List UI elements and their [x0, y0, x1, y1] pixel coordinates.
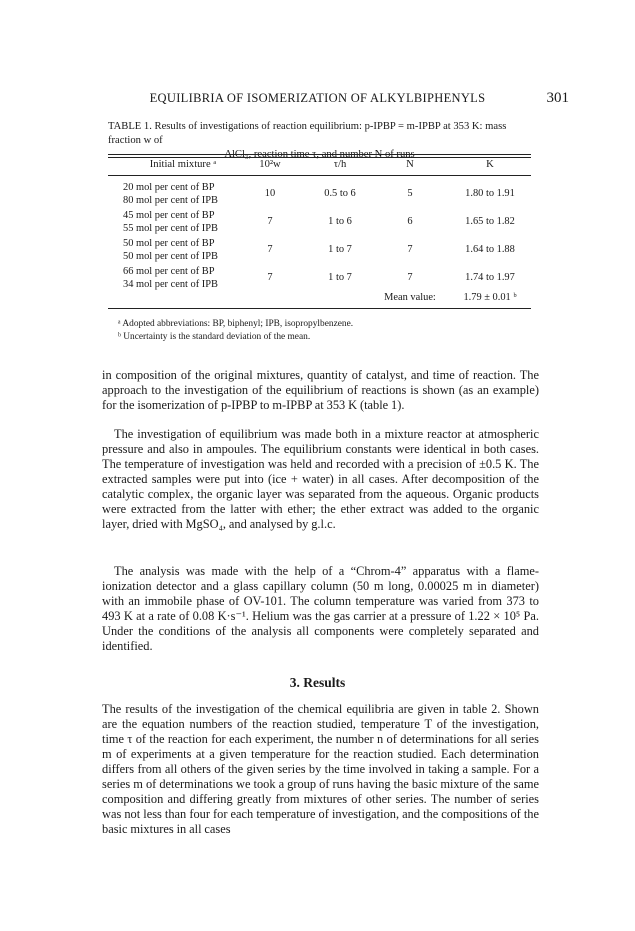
mixture-line-2: 55 mol per cent of IPB [123, 223, 218, 234]
mean-value: 1.79 ± 0.01 ᵇ [463, 292, 517, 303]
table-row-4-w: 7 [267, 272, 273, 283]
mixture-line-1: 66 mol per cent of BP [123, 266, 215, 277]
table-row-1-n: 5 [407, 188, 413, 199]
table-row-2-k: 1.65 to 1.82 [465, 216, 515, 227]
table-row-1-k: 1.80 to 1.91 [465, 188, 515, 199]
paragraph-1-text: in composition of the original mixtures, quantity of catalyst, and time of reaction. The approach to the investigation of the equilibrium of reactions is shown (as an example) for the isomerization of p-IPBP to m-IPBP at 353 K (table 1). [102, 368, 539, 412]
mixture-line-1: 20 mol per cent of BP [123, 182, 215, 193]
paragraph-4 [102, 702, 539, 837]
table-row-3-tau: 1 to 7 [328, 244, 352, 255]
footnote-a: ᵃ Adopted abbreviations: BP, biphenyl; IPB, isopropylbenzene. [118, 319, 354, 329]
page-number: 301 [546, 90, 569, 106]
mixture-line-1: 50 mol per cent of BP [123, 238, 215, 249]
table-row-2-n: 6 [407, 216, 413, 227]
column-header-initial-mixture: Initial mixture ᵃ [149, 159, 217, 170]
paragraph-1 [102, 368, 539, 413]
mixture-line-2: 34 mol per cent of IPB [123, 279, 218, 290]
table-top-rule-2 [108, 157, 531, 158]
paragraph-3-text: The analysis was made with the help of a “Chrom-4” apparatus with a flame-ionization detector and a glass capillary column (50 m long, 0.00025 m in diameter) with an immobile phase of OV-101. The column temperature was varied from 373 to 493 K at a rate of 0.08 K·s⁻¹. Helium was the gas carrier at a pressure of 1.22 × 10⁵ Pa. Under the conditions of the analysis all components were completely separated and identified. [102, 564, 539, 653]
column-header-n: N [406, 159, 414, 170]
table-caption-line1: TABLE 1. Results of investigations of reaction equilibrium: p-IPBP = m-IPBP at 353 K: mass fraction w of [108, 121, 507, 146]
table-row-4-k: 1.74 to 1.97 [465, 272, 515, 283]
paragraph-3 [102, 564, 539, 654]
table-footnotes [118, 318, 538, 343]
paragraph-4-text: The results of the investigation of the chemical equilibria are given in table 2. Shown are the equation numbers of the reaction studied, temperature T of the investigation, time τ of the reaction for each experiment, the number n of determinations for all series m of experiments at a given temperature for the reaction studied. Each determination differs from all others of the given series by the time involved in taking a sample. For a series m of determinations we took a group of runs having the basic mixture of the same composition and differing greatly from mixtures of other series. The number of series was not less than four for each temperature of investigation, and the compositions of the basic mixtures in all cases [102, 702, 539, 836]
running-head [0, 91, 635, 109]
table-row-4-n: 7 [407, 272, 413, 283]
table-row-2-w: 7 [267, 216, 273, 227]
table-row-3-n: 7 [407, 244, 413, 255]
paragraph-2-text: The investigation of equilibrium was made both in a mixture reactor at atmospheric pressure and also in ampoules. The equilibrium constants were identical in both cases. The temperature of investigation was held and recorded with a precision of ±0.5 K. The extracted samples were put into (ice + water) in all cases. After decomposition of the catalytic complex, the organic layer was separated from the aqueous. Organic products were extracted from the latter with ether; the ether extract was added to the organic layer, dried with MgSO₄, and analysed by g.l.c. [102, 427, 539, 531]
column-header-k: K [486, 159, 494, 170]
table-row-4-tau: 1 to 7 [328, 272, 352, 283]
table-top-rule [108, 154, 531, 155]
table-caption [108, 120, 531, 162]
table-header-rule [108, 175, 531, 176]
mixture-line-2: 80 mol per cent of IPB [123, 195, 218, 206]
table-bottom-rule [108, 308, 531, 309]
footnote-b: ᵇ Uncertainty is the standard deviation of the mean. [118, 331, 311, 342]
column-header-tau: τ/h [333, 159, 347, 170]
mean-value-label: Mean value: [384, 292, 436, 303]
column-header-w: 10²w [259, 159, 281, 170]
paragraph-2 [102, 427, 539, 532]
table-row-3-k: 1.64 to 1.88 [465, 244, 515, 255]
table-caption-line2: AlCl₃, reaction time τ, and number N of runs [224, 149, 415, 160]
section-heading: 3. Results [289, 675, 346, 690]
mixture-line-1: 45 mol per cent of BP [123, 210, 215, 221]
table-row-1-w: 10 [264, 188, 276, 199]
table-row-3-w: 7 [267, 244, 273, 255]
mixture-line-2: 50 mol per cent of IPB [123, 251, 218, 262]
table-row-2-tau: 1 to 6 [328, 216, 352, 227]
running-title: EQUILIBRIA OF ISOMERIZATION OF ALKYLBIPHENYLS [149, 91, 486, 105]
table-row-1-tau: 0.5 to 6 [324, 188, 356, 199]
